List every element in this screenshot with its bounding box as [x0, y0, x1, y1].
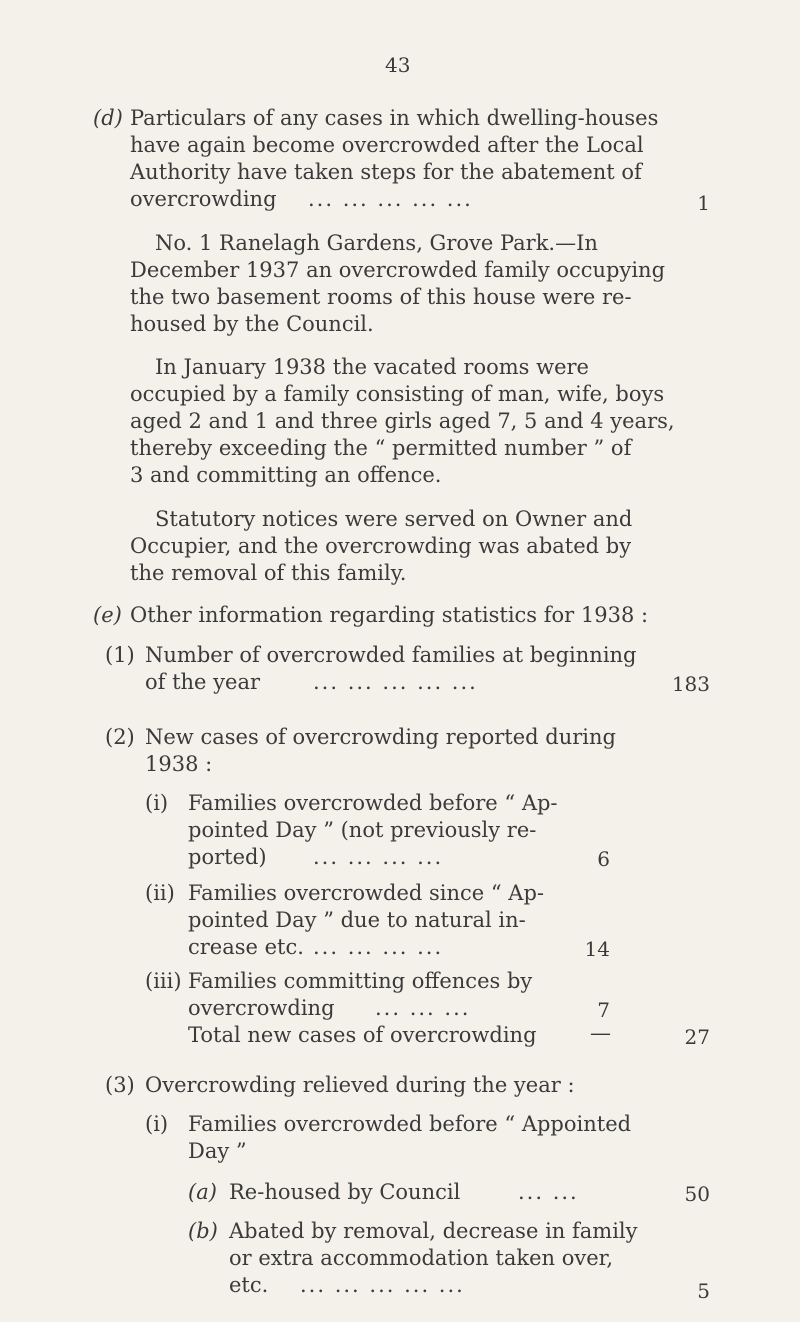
sub-line: pointed Day ” due to natural in- — [188, 908, 526, 932]
sub-sub-line: Re-housed by Council — [229, 1180, 461, 1204]
sub-label: (ii) — [145, 881, 175, 905]
sub-line: pointed Day ” (not previously re- — [188, 818, 537, 842]
paragraph-line: thereby exceeding the “ permitted number ” of — [130, 436, 632, 460]
section-d-value: 1 — [697, 191, 710, 215]
dot-leader: ... ... — [518, 1180, 579, 1204]
sub-line: Day ” — [188, 1139, 247, 1163]
section-d-line: overcrowding — [130, 187, 277, 211]
item-label: (2) — [105, 725, 135, 749]
sub-ii-value: 14 — [584, 937, 610, 961]
sub-sub-line: or extra accommodation taken over, — [229, 1246, 614, 1270]
sub-sub-label: (a) — [188, 1180, 217, 1204]
section-d-line: Authority have taken steps for the abatement of — [130, 160, 642, 184]
item-label: (1) — [105, 643, 135, 667]
paragraph-line: aged 2 and 1 and three girls aged 7, 5 and 4 years, — [130, 409, 675, 433]
sub-label: (i) — [145, 791, 169, 815]
sub-i-value: 6 — [597, 847, 610, 871]
sub-b-value: 5 — [697, 1279, 710, 1303]
paragraph-line: the removal of this family. — [130, 561, 407, 585]
sub-sub-line: Abated by removal, decrease in family — [229, 1219, 638, 1243]
item-label: (3) — [105, 1073, 135, 1097]
sub-line: Families committing offences by — [188, 969, 533, 993]
item-line: of the year — [145, 670, 261, 694]
sub-line: Families overcrowded before “ Appointed — [188, 1112, 632, 1136]
paragraph-line: In January 1938 the vacated rooms were — [155, 355, 589, 379]
sub-line: ported) — [188, 845, 267, 869]
sub-line: overcrowding — [188, 996, 335, 1020]
paragraph-line: Statutory notices were served on Owner and — [155, 507, 633, 531]
dot-leader: ... ... ... ... — [313, 935, 444, 959]
item-line: Number of overcrowded families at beginning — [145, 643, 637, 667]
sub-sub-label: (b) — [188, 1219, 218, 1243]
paragraph-line: Occupier, and the overcrowding was abated by — [130, 534, 632, 558]
item-line: Overcrowding relieved during the year : — [145, 1073, 575, 1097]
sub-label: (i) — [145, 1112, 169, 1136]
paragraph-line: housed by the Council. — [130, 312, 374, 336]
section-e-heading: Other information regarding statistics for 1938 : — [130, 603, 649, 627]
sub-a-value: 50 — [684, 1182, 710, 1206]
item1-value: 183 — [671, 672, 710, 696]
section-e-marker: (e) — [93, 603, 122, 627]
sub-label: (iii) — [145, 969, 182, 993]
dot-leader: ... ... ... ... — [313, 845, 444, 869]
sub-line: Families overcrowded before “ Ap- — [188, 791, 558, 815]
section-d-marker: (d) — [93, 106, 123, 130]
total-label: Total new cases of overcrowding — [188, 1023, 537, 1047]
dot-leader: ... ... ... — [375, 996, 471, 1020]
sub-iii-value: 7 — [597, 998, 610, 1022]
section-d-line: Particulars of any cases in which dwelling-houses — [130, 106, 659, 130]
paragraph-line: 3 and committing an offence. — [130, 463, 442, 487]
page-number: 43 — [385, 53, 411, 77]
paragraph-line: occupied by a family consisting of man, wife, boys — [130, 382, 665, 406]
sub-line: Families overcrowded since “ Ap- — [188, 881, 544, 905]
sub-line: crease etc. — [188, 935, 304, 959]
dot-leader: ... ... ... ... ... — [308, 187, 473, 211]
dot-leader: ... ... ... ... ... — [313, 670, 478, 694]
paragraph-line: the two basement rooms of this house were re- — [130, 285, 632, 309]
section-d-line: have again become overcrowded after the Local — [130, 133, 644, 157]
item-line: 1938 : — [145, 752, 213, 776]
paragraph-line: December 1937 an overcrowded family occupying — [130, 258, 666, 282]
total-dash: — — [590, 1021, 611, 1045]
total-value: 27 — [684, 1025, 710, 1049]
item-line: New cases of overcrowding reported during — [145, 725, 616, 749]
dot-leader: ... ... ... ... ... — [300, 1273, 465, 1297]
paragraph-line: No. 1 Ranelagh Gardens, Grove Park.—In — [155, 231, 598, 255]
sub-sub-line: etc. — [229, 1273, 269, 1297]
